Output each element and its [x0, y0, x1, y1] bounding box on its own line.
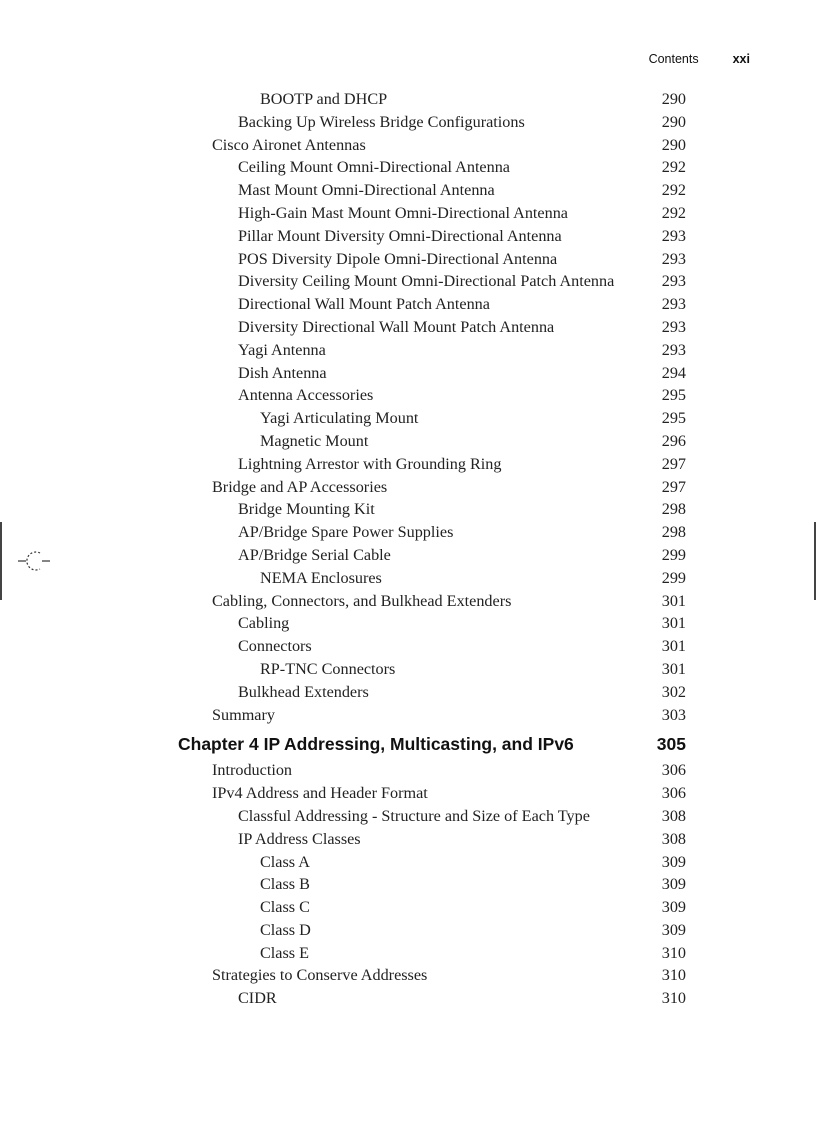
toc-entry-page: 298: [661, 500, 686, 519]
running-header-label: Contents: [648, 52, 699, 66]
toc-entry[interactable]: [178, 498, 686, 521]
toc-entry-page: 308: [661, 829, 686, 848]
toc-entry-page: 309: [661, 875, 686, 894]
toc-entry-page: 295: [661, 409, 686, 428]
toc-entry-title: Lightning Arrestor with Grounding Ring: [238, 454, 502, 473]
toc-entry-page: 301: [661, 637, 686, 656]
toc-entry-page: 299: [661, 568, 686, 587]
table-of-contents: [178, 88, 686, 1010]
toc-entry[interactable]: [178, 134, 686, 157]
toc-entry-title: Pillar Mount Diversity Omni-Directional Antenna: [238, 226, 562, 245]
running-header: [649, 52, 750, 66]
toc-entry-title: Yagi Antenna: [238, 340, 326, 359]
toc-entry-page: 293: [661, 317, 686, 336]
toc-entry-title: RP-TNC Connectors: [260, 659, 396, 678]
toc-entry[interactable]: [178, 88, 686, 111]
toc-entry-title: Bulkhead Extenders: [238, 682, 369, 701]
toc-entry[interactable]: [178, 270, 686, 293]
toc-entry[interactable]: [178, 316, 686, 339]
toc-entry[interactable]: [178, 544, 686, 567]
toc-entry-page: 295: [661, 386, 686, 405]
toc-entry[interactable]: [178, 828, 686, 851]
toc-entry-title: Cisco Aironet Antennas: [212, 135, 366, 154]
toc-entry-page: 290: [661, 112, 686, 131]
toc-entry[interactable]: [178, 919, 686, 942]
toc-entry-page: 301: [661, 659, 686, 678]
toc-entry-title: Class D: [260, 920, 311, 939]
toc-entry-title: CIDR: [238, 989, 277, 1008]
toc-entry[interactable]: [178, 521, 686, 544]
page-number: xxi: [732, 52, 750, 66]
toc-entry[interactable]: [178, 942, 686, 965]
toc-entry[interactable]: [178, 430, 686, 453]
toc-entry-title: AP/Bridge Serial Cable: [238, 545, 391, 564]
toc-entry-title: NEMA Enclosures: [260, 568, 382, 587]
toc-entry-page: 310: [661, 966, 686, 985]
toc-entry[interactable]: [178, 156, 686, 179]
toc-entry-title: BOOTP and DHCP: [260, 90, 388, 108]
toc-entry-title: Connectors: [238, 637, 312, 656]
toc-entry[interactable]: [178, 179, 686, 202]
toc-entry[interactable]: [178, 362, 686, 385]
toc-entry-title: IPv4 Address and Header Format: [212, 784, 428, 803]
toc-entry-page: 297: [661, 477, 686, 496]
toc-entry-page: 301: [661, 614, 686, 633]
toc-entry-page: 292: [661, 158, 686, 177]
toc-entry-title: Strategies to Conserve Addresses: [212, 966, 428, 985]
toc-entry-page: 303: [661, 705, 686, 724]
toc-entry[interactable]: [178, 964, 686, 987]
toc-entry[interactable]: [178, 896, 686, 919]
toc-entry[interactable]: [178, 590, 686, 613]
toc-entry-title: Cabling, Connectors, and Bulkhead Extenders: [212, 591, 512, 610]
toc-entry[interactable]: [178, 658, 686, 681]
toc-entry-title: Class C: [260, 898, 310, 917]
toc-entry[interactable]: [178, 612, 686, 635]
toc-entry-title: Cabling: [238, 614, 290, 633]
toc-entry-title: Magnetic Mount: [260, 431, 369, 450]
toc-entry-title: Classful Addressing - Structure and Size of Each Type: [238, 806, 590, 825]
toc-entry-title: Introduction: [212, 761, 293, 780]
toc-entry-page: 293: [661, 340, 686, 359]
toc-entry-title: AP/Bridge Spare Power Supplies: [238, 523, 454, 542]
toc-entry[interactable]: [178, 805, 686, 828]
toc-entry-page: 306: [661, 784, 686, 803]
toc-entry-page: 309: [661, 898, 686, 917]
toc-entry[interactable]: [178, 225, 686, 248]
toc-entry[interactable]: [178, 987, 686, 1010]
registration-mark-icon: [14, 548, 54, 574]
toc-entry-page: 290: [661, 90, 686, 108]
toc-entry-title: Antenna Accessories: [238, 386, 374, 405]
toc-entry-page: 297: [661, 454, 686, 473]
toc-entry-title: IP Address Classes: [238, 829, 361, 848]
toc-entry-page: 302: [661, 682, 686, 701]
toc-entry-page: 310: [661, 989, 686, 1008]
toc-entry-title: Diversity Directional Wall Mount Patch Antenna: [238, 317, 555, 336]
toc-chapter-entry[interactable]: [178, 729, 686, 759]
toc-entry-page: 299: [661, 545, 686, 564]
toc-entry[interactable]: [178, 635, 686, 658]
toc-entry-title: Class E: [260, 943, 310, 962]
left-crop-mark: [0, 522, 2, 600]
toc-entry-title: Bridge Mounting Kit: [238, 500, 375, 519]
toc-entry-page: 309: [661, 852, 686, 871]
toc-entry-title: Class B: [260, 875, 310, 894]
toc-entry-page: 290: [661, 135, 686, 154]
toc-entry[interactable]: [178, 293, 686, 316]
toc-entry-page: 306: [661, 761, 686, 780]
toc-entry-page: 293: [661, 226, 686, 245]
toc-entry[interactable]: [178, 782, 686, 805]
toc-entry-page: 308: [661, 806, 686, 825]
toc-entry[interactable]: [178, 339, 686, 362]
toc-entry[interactable]: [178, 873, 686, 896]
toc-entry[interactable]: [178, 851, 686, 874]
toc-entry-title: Directional Wall Mount Patch Antenna: [238, 295, 490, 314]
toc-entry-title: Mast Mount Omni-Directional Antenna: [238, 181, 495, 200]
toc-entry[interactable]: [178, 704, 686, 727]
toc-entry-page: 294: [661, 363, 686, 382]
toc-entry[interactable]: [178, 248, 686, 271]
toc-entry-page: 301: [661, 591, 686, 610]
toc-entry[interactable]: [178, 384, 686, 407]
toc-entry[interactable]: [178, 202, 686, 225]
toc-entry-page: 310: [661, 943, 686, 962]
toc-entry-page: 305: [656, 734, 686, 755]
toc-entry-page: 296: [661, 431, 686, 450]
toc-entry-page: 293: [661, 295, 686, 314]
toc-entry[interactable]: [178, 453, 686, 476]
toc-entry-title: Class A: [260, 852, 310, 871]
toc-entry[interactable]: [178, 681, 686, 704]
toc-entry[interactable]: [178, 111, 686, 134]
toc-entry-page: 309: [661, 920, 686, 939]
toc-entry[interactable]: [178, 407, 686, 430]
toc-entry-title: Yagi Articulating Mount: [260, 409, 419, 428]
toc-entry-page: 298: [661, 523, 686, 542]
toc-entry-title: Bridge and AP Accessories: [212, 477, 388, 496]
toc-entry-title: Diversity Ceiling Mount Omni-Directional Patch Antenna: [238, 272, 615, 291]
toc-entry-title: Chapter 4 IP Addressing, Multicasting, and IPv6: [178, 734, 574, 755]
toc-entry[interactable]: [178, 476, 686, 499]
toc-entry-title: Ceiling Mount Omni-Directional Antenna: [238, 158, 510, 177]
toc-entry-title: POS Diversity Dipole Omni-Directional Antenna: [238, 249, 558, 268]
toc-entry-page: 293: [661, 272, 686, 291]
toc-entry[interactable]: [178, 567, 686, 590]
toc-entry-title: High-Gain Mast Mount Omni-Directional Antenna: [238, 203, 568, 222]
toc-entry[interactable]: [178, 759, 686, 782]
toc-entry-page: 292: [661, 203, 686, 222]
toc-entry-title: Backing Up Wireless Bridge Configurations: [238, 112, 525, 131]
toc-entry-title: Summary: [212, 705, 275, 724]
toc-entry-title: Dish Antenna: [238, 363, 327, 382]
toc-entry-page: 293: [661, 249, 686, 268]
toc-entry-page: 292: [661, 181, 686, 200]
